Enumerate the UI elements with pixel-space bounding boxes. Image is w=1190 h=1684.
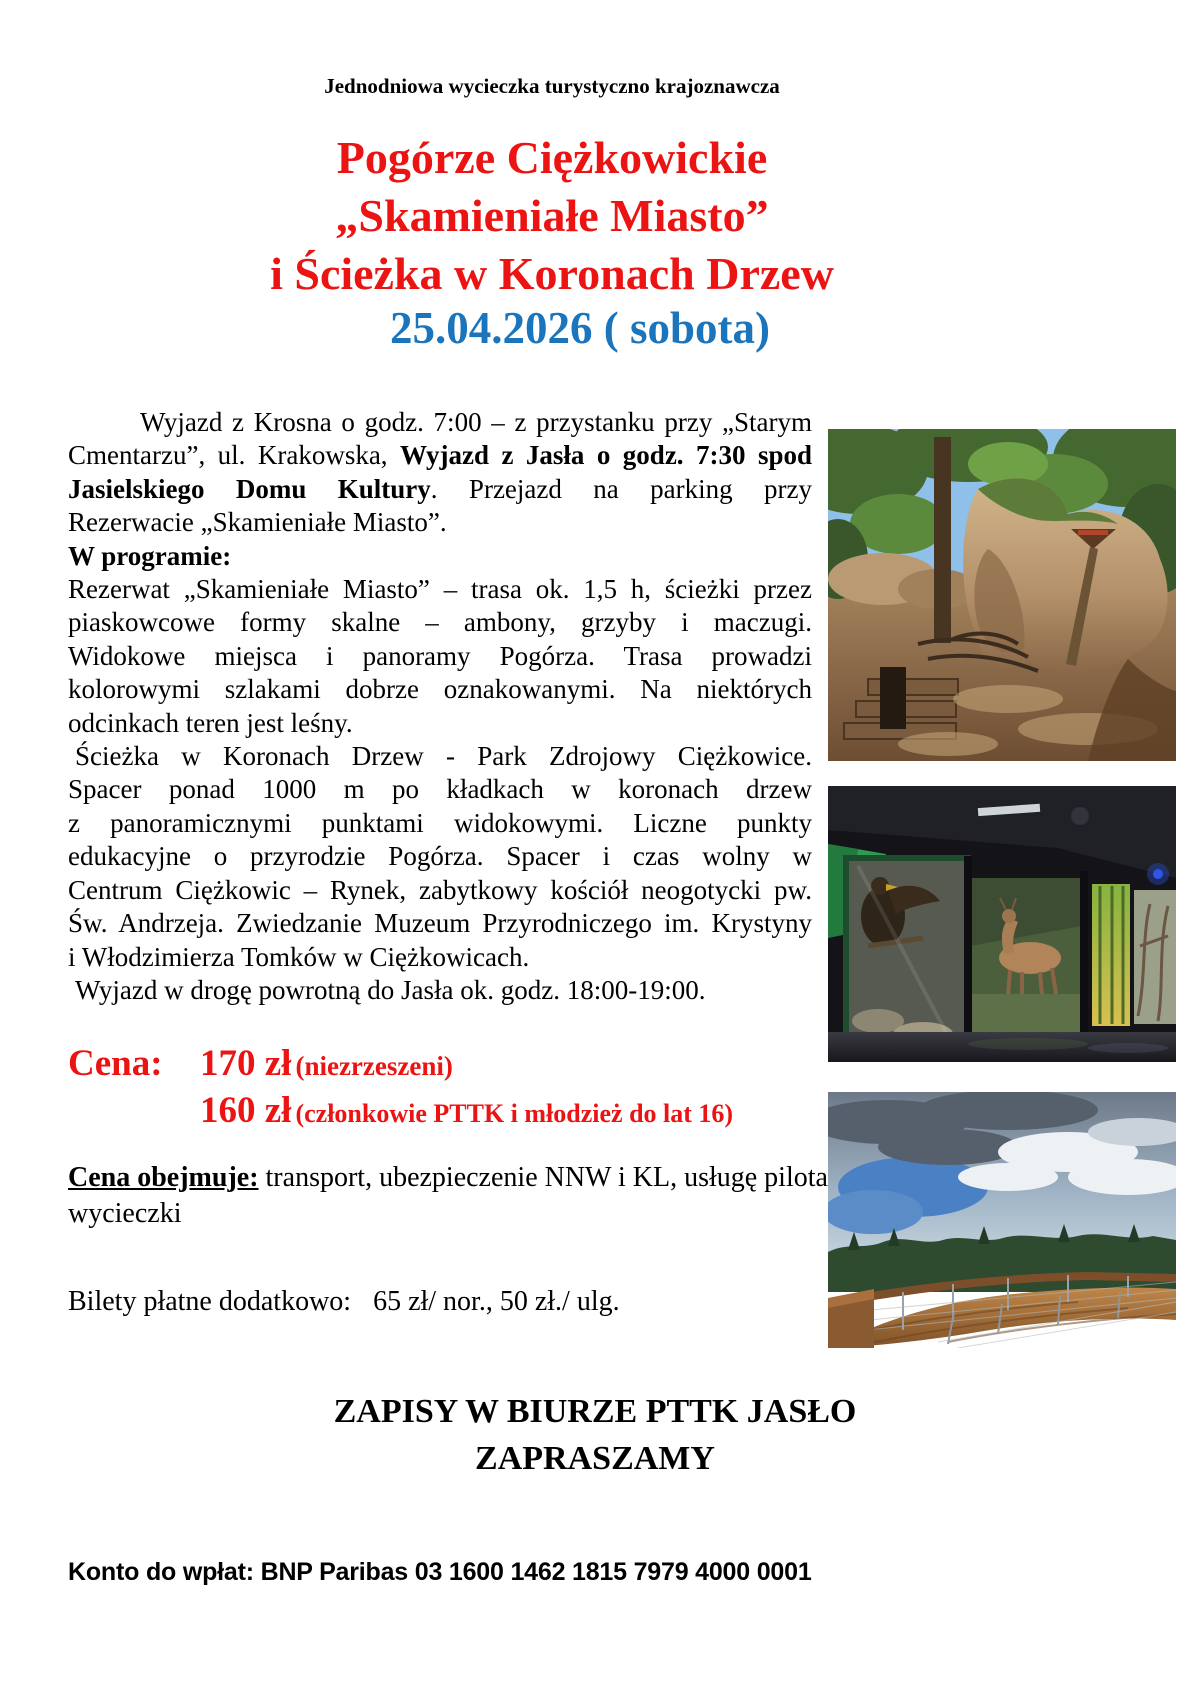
text-run: Spacer ponad 1000 m po kładkach w koronach drzew bbox=[68, 774, 812, 805]
body-line bbox=[68, 506, 812, 539]
text-run: Wyjazd z Krosna o godz. 7:00 – z przystanku przy „Starym bbox=[140, 407, 812, 437]
body-line bbox=[68, 707, 812, 740]
body-line bbox=[68, 773, 812, 806]
body-line bbox=[68, 840, 812, 873]
body-line bbox=[68, 606, 812, 639]
text-run: kolorowymi szlakami dobrze oznakowanymi. Na niektórych bbox=[68, 674, 812, 705]
extra-tickets-line bbox=[68, 1286, 620, 1318]
signup-line-2: ZAPRASZAMY bbox=[475, 1440, 715, 1477]
museum-interior-image bbox=[828, 786, 1176, 1062]
body-line bbox=[68, 406, 812, 439]
body-line bbox=[68, 473, 812, 506]
includes-line-2: wycieczki bbox=[68, 1198, 182, 1229]
kicker-line: Jednodniowa wycieczka turystyczno krajoznawcza bbox=[324, 74, 780, 98]
text-run: i Włodzimierza Tomków w Ciężkowicach. bbox=[68, 941, 530, 972]
body-line bbox=[68, 640, 812, 673]
body-line bbox=[68, 807, 812, 840]
treetop-walkway-image bbox=[828, 1092, 1176, 1348]
text-run: piaskowcowe formy skalne – ambony, grzyby i maczugi. bbox=[68, 607, 812, 638]
rock-formations-image bbox=[828, 429, 1176, 761]
body-line bbox=[68, 874, 812, 907]
price-label: Cena: bbox=[68, 1043, 163, 1084]
price-row-1 bbox=[68, 1042, 733, 1089]
body-line bbox=[68, 907, 812, 940]
text-run-bold: Jasielskiego Domu Kultury bbox=[68, 473, 431, 504]
includes-line-1 bbox=[68, 1160, 828, 1196]
body-line bbox=[68, 941, 812, 974]
text-run: Ścieżka w Koronach Drzew - Park Zdrojowy Ciężkowice. bbox=[75, 741, 812, 772]
bank-account-line: Konto do wpłat: BNP Paribas 03 1600 1462 1815 7979 4000 0001 bbox=[68, 1558, 812, 1586]
title-line-2: „Skamieniałe Miasto” bbox=[335, 190, 769, 241]
text-run: edukacyjne o przyrodzie Pogórza. Spacer i czas wolny w bbox=[68, 841, 812, 872]
price-section bbox=[68, 1042, 733, 1136]
price-note-1: (niezrzeszeni) bbox=[295, 1051, 453, 1081]
text-run: Cmentarzu”, ul. Krakowska, bbox=[68, 440, 401, 471]
body-text bbox=[68, 406, 812, 1007]
title-line-3: i Ścieżka w Koronach Drzew bbox=[270, 248, 834, 299]
text-run-bold: W programie: bbox=[68, 540, 232, 571]
text-run: Św. Andrzeja. Zwiedzanie Muzeum Przyrodniczego im. Krystyny bbox=[68, 908, 812, 939]
text-run: Widokowe miejsca i panoramy Pogórza. Trasa prowadzi bbox=[68, 640, 812, 671]
body-line bbox=[68, 573, 812, 606]
text-run-bold: Wyjazd z Jasła o godz. 7:30 spod bbox=[400, 440, 812, 471]
text-run: z panoramicznymi punktami widokowymi. Liczne punkty bbox=[68, 807, 812, 838]
main-title bbox=[0, 129, 1104, 303]
photo-natural-history-museum bbox=[828, 786, 1176, 1062]
body-line bbox=[68, 740, 812, 773]
includes-rest: transport, ubezpieczenie NNW i KL, usługę pilota bbox=[258, 1162, 828, 1193]
signup-section bbox=[0, 1388, 1190, 1482]
date-line: 25.04.2026 ( sobota) bbox=[390, 303, 770, 353]
text-run: Rezerwat „Skamieniałe Miasto” – trasa ok. 1,5 h, ścieżki przez bbox=[68, 574, 812, 605]
signup-line-1: ZAPISY W BIURZE PTTK JASŁO bbox=[333, 1393, 857, 1430]
text-run: odcinkach teren jest leśny. bbox=[68, 707, 353, 738]
body-line bbox=[68, 673, 812, 706]
text-run: . Przejazd na parking przy bbox=[430, 473, 812, 504]
photo-skamieniale-miasto bbox=[828, 429, 1176, 761]
price-includes bbox=[68, 1160, 828, 1232]
text-run: Rezerwacie „Skamieniałe Miasto”. bbox=[68, 507, 447, 538]
title-line-1: Pogórze Ciężkowickie bbox=[336, 132, 768, 183]
price-note-2: (członkowie PTTK i młodzież do lat 16) bbox=[295, 1099, 734, 1128]
tickets-value: 65 zł/ nor., 50 zł./ ulg. bbox=[373, 1286, 620, 1317]
body-line bbox=[68, 439, 812, 472]
text-run: Wyjazd w drogę powrotną do Jasła ok. godz. 18:00-19:00. bbox=[75, 974, 706, 1005]
tickets-label: Bilety płatne dodatkowo: bbox=[68, 1286, 352, 1317]
price-row-2 bbox=[68, 1089, 733, 1136]
includes-label: Cena obejmuje: bbox=[68, 1162, 259, 1193]
program-heading bbox=[68, 540, 812, 573]
body-line bbox=[68, 974, 812, 1007]
price-amount-2: 160 zł bbox=[200, 1090, 292, 1131]
photo-treetop-walkway bbox=[828, 1092, 1176, 1348]
text-run: Centrum Ciężkowic – Rynek, zabytkowy kościół neogotycki pw. bbox=[68, 874, 812, 905]
price-amount-1: 170 zł bbox=[200, 1043, 292, 1084]
